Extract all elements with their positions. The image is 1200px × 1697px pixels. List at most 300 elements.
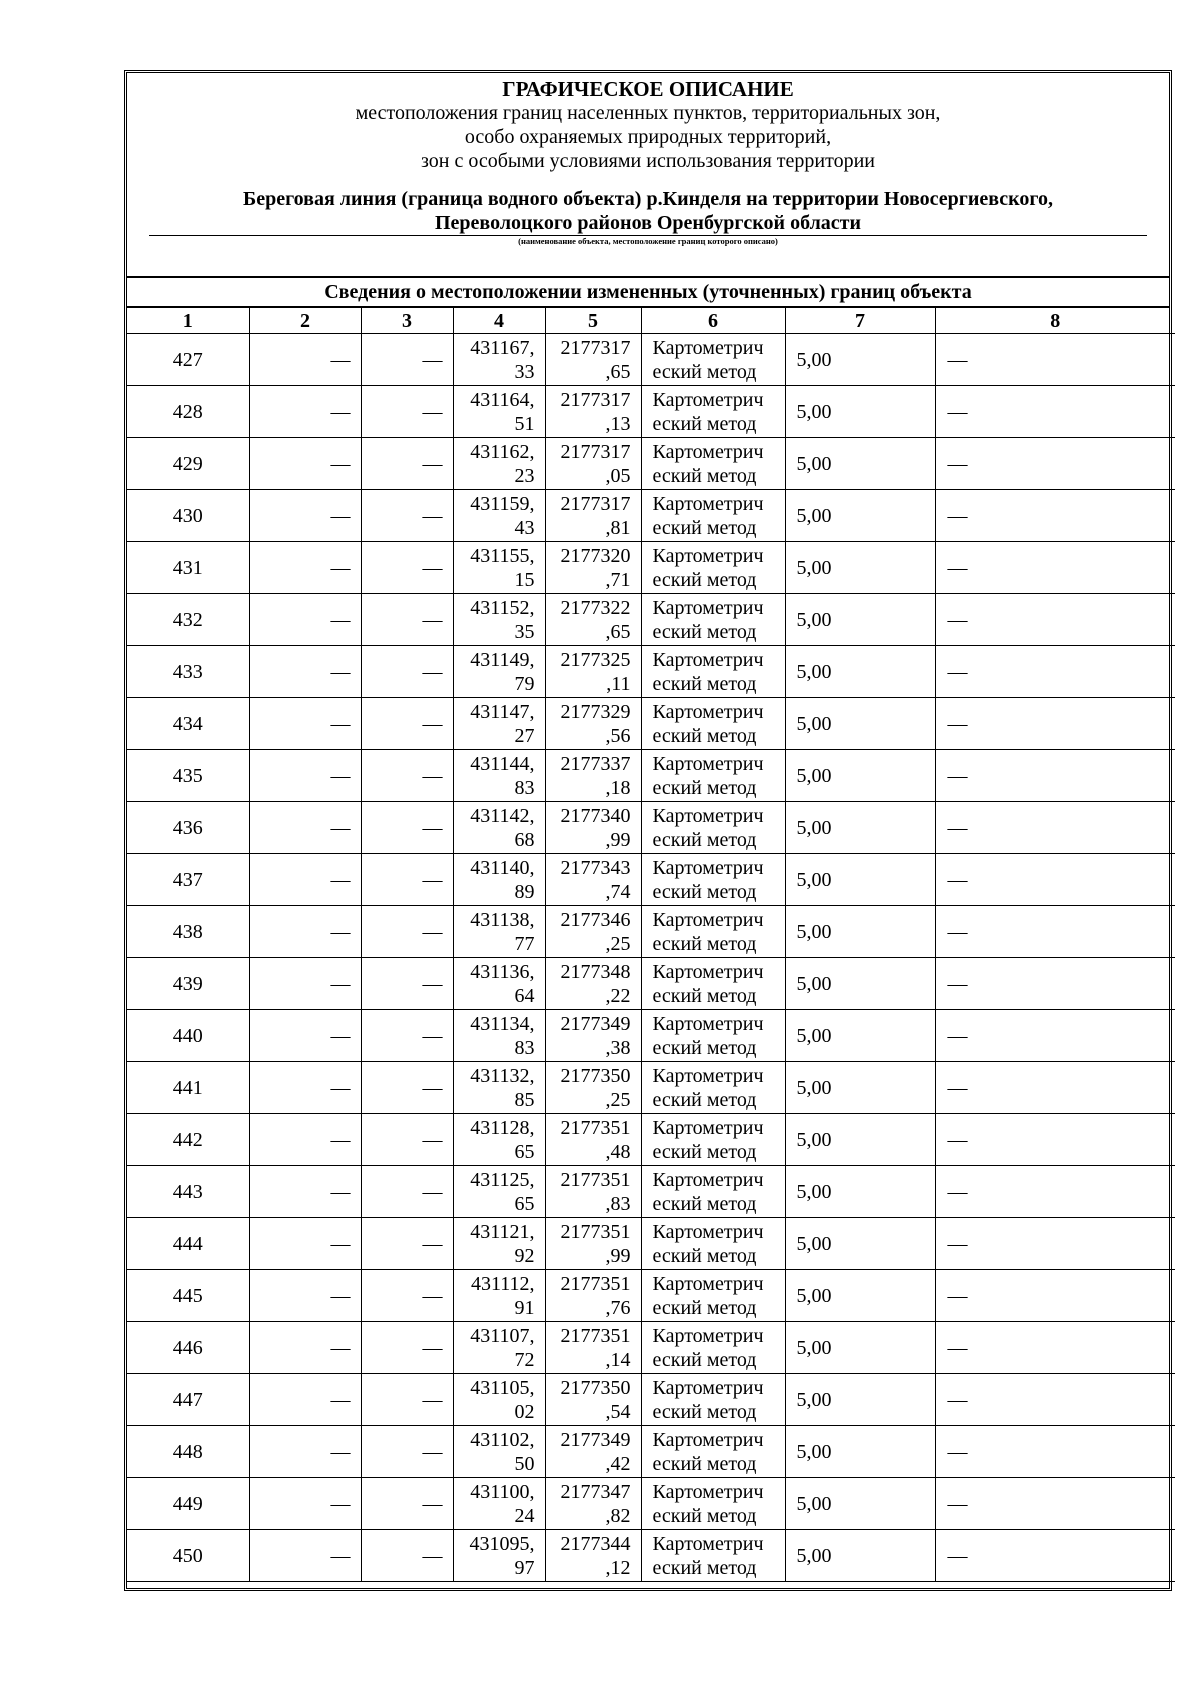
y-coordinate-part: 2177320 bbox=[560, 544, 631, 567]
method-part: еский метод bbox=[652, 1140, 757, 1163]
column-2-cell: — bbox=[249, 1530, 361, 1582]
object-note: (наименование объекта, местоположение границ которого описано) bbox=[518, 236, 778, 246]
accuracy-cell: 5,00 bbox=[785, 438, 935, 490]
y-coordinate-part: 2177351 bbox=[560, 1220, 631, 1243]
y-coordinate-part: ,99 bbox=[605, 1244, 631, 1267]
table-row bbox=[127, 698, 1175, 750]
x-coordinate-cell bbox=[453, 1530, 545, 1582]
x-coordinate-part: 431125, bbox=[470, 1168, 535, 1191]
accuracy-cell: 5,00 bbox=[785, 1114, 935, 1166]
column-8-cell: — bbox=[935, 1062, 1175, 1114]
column-3-cell: — bbox=[361, 438, 453, 490]
column-8-cell: — bbox=[935, 906, 1175, 958]
y-coordinate-cell bbox=[545, 1062, 641, 1114]
y-coordinate-part: 2177317 bbox=[560, 440, 631, 463]
column-2-cell: — bbox=[249, 1374, 361, 1426]
y-coordinate-part: 2177317 bbox=[560, 492, 631, 515]
y-coordinate-part: 2177337 bbox=[560, 752, 631, 775]
y-coordinate-cell bbox=[545, 490, 641, 542]
y-coordinate-part: ,42 bbox=[605, 1452, 631, 1475]
y-coordinate-part: 2177348 bbox=[560, 960, 631, 983]
x-coordinate-part: 431167, bbox=[470, 336, 535, 359]
point-number-cell: 434 bbox=[127, 698, 249, 750]
y-coordinate-cell bbox=[545, 1478, 641, 1530]
x-coordinate-part: 27 bbox=[514, 724, 535, 747]
x-coordinate-part: 83 bbox=[514, 776, 535, 799]
column-2-cell: — bbox=[249, 1062, 361, 1114]
y-coordinate-part: 2177350 bbox=[560, 1376, 631, 1399]
point-number-cell: 442 bbox=[127, 1114, 249, 1166]
column-3-cell: — bbox=[361, 750, 453, 802]
method-part: Картометрич bbox=[652, 1532, 764, 1555]
method-cell bbox=[641, 750, 785, 802]
column-3-cell: — bbox=[361, 1010, 453, 1062]
method-part: еский метод bbox=[652, 880, 757, 903]
point-number-cell: 438 bbox=[127, 906, 249, 958]
column-3-cell: — bbox=[361, 1374, 453, 1426]
y-coordinate-part: ,12 bbox=[605, 1556, 631, 1579]
y-coordinate-part: 2177349 bbox=[560, 1012, 631, 1035]
x-coordinate-part: 431144, bbox=[470, 752, 535, 775]
y-coordinate-part: ,82 bbox=[605, 1504, 631, 1527]
method-part: еский метод bbox=[652, 932, 757, 955]
table-row bbox=[127, 1114, 1175, 1166]
column-8-cell: — bbox=[935, 750, 1175, 802]
point-number-cell: 449 bbox=[127, 1478, 249, 1530]
column-3-cell: — bbox=[361, 1114, 453, 1166]
x-coordinate-cell bbox=[453, 750, 545, 802]
y-coordinate-part: 2177343 bbox=[560, 856, 631, 879]
x-coordinate-cell bbox=[453, 1322, 545, 1374]
column-2-cell: — bbox=[249, 386, 361, 438]
y-coordinate-part: 2177325 bbox=[560, 648, 631, 671]
x-coordinate-part: 23 bbox=[514, 464, 535, 487]
column-3-cell: — bbox=[361, 1478, 453, 1530]
method-part: Картометрич bbox=[652, 1324, 764, 1347]
x-coordinate-part: 68 bbox=[514, 828, 535, 851]
x-coordinate-part: 65 bbox=[514, 1140, 535, 1163]
accuracy-cell: 5,00 bbox=[785, 906, 935, 958]
method-cell bbox=[641, 854, 785, 906]
method-cell bbox=[641, 1530, 785, 1582]
column-header: 3 bbox=[361, 308, 453, 334]
method-cell bbox=[641, 386, 785, 438]
column-3-cell: — bbox=[361, 1062, 453, 1114]
column-header: 7 bbox=[785, 308, 935, 334]
y-coordinate-part: ,14 bbox=[605, 1348, 631, 1371]
column-2-cell: — bbox=[249, 1166, 361, 1218]
column-header: 6 bbox=[641, 308, 785, 334]
method-part: Картометрич bbox=[652, 1012, 764, 1035]
y-coordinate-part: 2177317 bbox=[560, 336, 631, 359]
accuracy-cell: 5,00 bbox=[785, 386, 935, 438]
table-row bbox=[127, 854, 1175, 906]
y-coordinate-part: ,76 bbox=[605, 1296, 631, 1319]
method-part: еский метод bbox=[652, 828, 757, 851]
column-2-cell: — bbox=[249, 698, 361, 750]
method-part: Картометрич bbox=[652, 856, 764, 879]
table-row bbox=[127, 646, 1175, 698]
x-coordinate-part: 431147, bbox=[470, 700, 535, 723]
y-coordinate-part: ,11 bbox=[606, 672, 631, 695]
method-part: Картометрич bbox=[652, 544, 764, 567]
x-coordinate-part: 431132, bbox=[470, 1064, 535, 1087]
column-8-cell: — bbox=[935, 854, 1175, 906]
point-number-cell: 450 bbox=[127, 1530, 249, 1582]
point-number-cell: 447 bbox=[127, 1374, 249, 1426]
accuracy-cell: 5,00 bbox=[785, 646, 935, 698]
method-part: Картометрич bbox=[652, 596, 764, 619]
x-coordinate-part: 431136, bbox=[470, 960, 535, 983]
x-coordinate-part: 431162, bbox=[470, 440, 535, 463]
column-2-cell: — bbox=[249, 854, 361, 906]
table-row bbox=[127, 594, 1175, 646]
subtitle-line-3: зон с особыми условиями использования территории bbox=[420, 150, 876, 172]
subtitle-line-2: особо охраняемых природных территорий, bbox=[464, 126, 832, 148]
accuracy-cell: 5,00 bbox=[785, 1062, 935, 1114]
method-cell bbox=[641, 1478, 785, 1530]
x-coordinate-cell bbox=[453, 1166, 545, 1218]
x-coordinate-part: 431107, bbox=[470, 1324, 535, 1347]
method-part: еский метод bbox=[652, 672, 757, 695]
method-part: еский метод bbox=[652, 984, 757, 1007]
accuracy-cell: 5,00 bbox=[785, 1322, 935, 1374]
x-coordinate-part: 431164, bbox=[470, 388, 535, 411]
method-part: Картометрич bbox=[652, 1428, 764, 1451]
x-coordinate-part: 431112, bbox=[470, 1272, 535, 1295]
y-coordinate-cell bbox=[545, 1218, 641, 1270]
method-part: Картометрич bbox=[652, 804, 764, 827]
method-part: Картометрич bbox=[652, 1116, 764, 1139]
y-coordinate-part: ,81 bbox=[605, 516, 631, 539]
point-number-cell: 435 bbox=[127, 750, 249, 802]
y-coordinate-part: 2177346 bbox=[560, 908, 631, 931]
x-coordinate-cell bbox=[453, 334, 545, 386]
method-cell bbox=[641, 1114, 785, 1166]
y-coordinate-part: ,54 bbox=[605, 1400, 631, 1423]
accuracy-cell: 5,00 bbox=[785, 490, 935, 542]
point-number-cell: 430 bbox=[127, 490, 249, 542]
method-part: еский метод bbox=[652, 1452, 757, 1475]
column-8-cell: — bbox=[935, 646, 1175, 698]
method-part: Картометрич bbox=[652, 440, 764, 463]
point-number-cell: 445 bbox=[127, 1270, 249, 1322]
y-coordinate-cell bbox=[545, 438, 641, 490]
method-part: еский метод bbox=[652, 1088, 757, 1111]
column-header: 4 bbox=[453, 308, 545, 334]
method-cell bbox=[641, 1010, 785, 1062]
x-coordinate-part: 431128, bbox=[470, 1116, 535, 1139]
y-coordinate-cell bbox=[545, 906, 641, 958]
column-8-cell: — bbox=[935, 1114, 1175, 1166]
x-coordinate-part: 431142, bbox=[470, 804, 535, 827]
method-cell bbox=[641, 490, 785, 542]
table-row bbox=[127, 542, 1175, 594]
x-coordinate-part: 79 bbox=[514, 672, 535, 695]
x-coordinate-cell bbox=[453, 386, 545, 438]
method-cell bbox=[641, 1270, 785, 1322]
column-3-cell: — bbox=[361, 958, 453, 1010]
accuracy-cell: 5,00 bbox=[785, 1530, 935, 1582]
column-3-cell: — bbox=[361, 386, 453, 438]
column-number-row bbox=[127, 308, 1175, 334]
column-8-cell: — bbox=[935, 1478, 1175, 1530]
y-coordinate-part: ,71 bbox=[605, 568, 631, 591]
y-coordinate-part: 2177344 bbox=[560, 1532, 631, 1555]
accuracy-cell: 5,00 bbox=[785, 750, 935, 802]
x-coordinate-part: 431155, bbox=[470, 544, 535, 567]
table-row bbox=[127, 750, 1175, 802]
y-coordinate-cell bbox=[545, 1010, 641, 1062]
column-2-cell: — bbox=[249, 802, 361, 854]
x-coordinate-cell bbox=[453, 490, 545, 542]
coordinates-table bbox=[127, 308, 1175, 1582]
point-number-cell: 432 bbox=[127, 594, 249, 646]
y-coordinate-part: ,05 bbox=[605, 464, 631, 487]
x-coordinate-part: 83 bbox=[514, 1036, 535, 1059]
method-part: еский метод bbox=[652, 360, 757, 383]
accuracy-cell: 5,00 bbox=[785, 1270, 935, 1322]
method-part: Картометрич bbox=[652, 908, 764, 931]
method-cell bbox=[641, 1062, 785, 1114]
x-coordinate-part: 65 bbox=[514, 1192, 535, 1215]
method-part: Картометрич bbox=[652, 752, 764, 775]
column-2-cell: — bbox=[249, 1426, 361, 1478]
column-2-cell: — bbox=[249, 438, 361, 490]
method-cell bbox=[641, 1426, 785, 1478]
accuracy-cell: 5,00 bbox=[785, 1374, 935, 1426]
x-coordinate-part: 50 bbox=[514, 1452, 535, 1475]
x-coordinate-part: 431095, bbox=[469, 1532, 535, 1555]
y-coordinate-part: ,48 bbox=[605, 1140, 631, 1163]
column-8-cell: — bbox=[935, 1322, 1175, 1374]
y-coordinate-cell bbox=[545, 750, 641, 802]
y-coordinate-cell bbox=[545, 1374, 641, 1426]
object-name-line-2: Переволоцкого районов Оренбургской области bbox=[434, 212, 862, 234]
x-coordinate-part: 431102, bbox=[470, 1428, 535, 1451]
x-coordinate-cell bbox=[453, 1426, 545, 1478]
document-title: ГРАФИЧЕСКОЕ ОПИСАНИЕ bbox=[502, 77, 794, 101]
method-part: еский метод bbox=[652, 1504, 757, 1527]
x-coordinate-part: 431140, bbox=[470, 856, 535, 879]
x-coordinate-cell bbox=[453, 1478, 545, 1530]
column-8-cell: — bbox=[935, 1426, 1175, 1478]
y-coordinate-part: ,25 bbox=[605, 1088, 631, 1111]
table-row bbox=[127, 1270, 1175, 1322]
accuracy-cell: 5,00 bbox=[785, 1010, 935, 1062]
point-number-cell: 446 bbox=[127, 1322, 249, 1374]
method-cell bbox=[641, 1218, 785, 1270]
column-2-cell: — bbox=[249, 1478, 361, 1530]
accuracy-cell: 5,00 bbox=[785, 1218, 935, 1270]
column-2-cell: — bbox=[249, 1114, 361, 1166]
x-coordinate-part: 77 bbox=[514, 932, 535, 955]
y-coordinate-cell bbox=[545, 334, 641, 386]
method-part: еский метод bbox=[652, 516, 757, 539]
y-coordinate-part: ,56 bbox=[605, 724, 631, 747]
method-cell bbox=[641, 1166, 785, 1218]
table-row bbox=[127, 1166, 1175, 1218]
y-coordinate-cell bbox=[545, 1322, 641, 1374]
x-coordinate-cell bbox=[453, 854, 545, 906]
table-row bbox=[127, 802, 1175, 854]
table-row bbox=[127, 1426, 1175, 1478]
column-3-cell: — bbox=[361, 1426, 453, 1478]
x-coordinate-cell bbox=[453, 438, 545, 490]
point-number-cell: 433 bbox=[127, 646, 249, 698]
y-coordinate-cell bbox=[545, 542, 641, 594]
method-part: еский метод bbox=[652, 724, 757, 747]
y-coordinate-cell bbox=[545, 1426, 641, 1478]
accuracy-cell: 5,00 bbox=[785, 958, 935, 1010]
column-8-cell: — bbox=[935, 386, 1175, 438]
y-coordinate-part: 2177350 bbox=[560, 1064, 631, 1087]
point-number-cell: 437 bbox=[127, 854, 249, 906]
x-coordinate-part: 24 bbox=[514, 1504, 535, 1527]
x-coordinate-part: 35 bbox=[514, 620, 535, 643]
y-coordinate-cell bbox=[545, 854, 641, 906]
column-3-cell: — bbox=[361, 594, 453, 646]
x-coordinate-part: 51 bbox=[514, 412, 535, 435]
method-part: еский метод bbox=[652, 1036, 757, 1059]
column-3-cell: — bbox=[361, 802, 453, 854]
object-name-line-1: Береговая линия (граница водного объекта) р.Кинделя на территории Новосергиевского, bbox=[243, 188, 1053, 210]
method-cell bbox=[641, 334, 785, 386]
method-part: еский метод bbox=[652, 1244, 757, 1267]
column-2-cell: — bbox=[249, 542, 361, 594]
method-part: Картометрич bbox=[652, 1272, 764, 1295]
y-coordinate-cell bbox=[545, 958, 641, 1010]
method-cell bbox=[641, 698, 785, 750]
point-number-cell: 441 bbox=[127, 1062, 249, 1114]
method-part: Картометрич bbox=[652, 1376, 764, 1399]
column-8-cell: — bbox=[935, 334, 1175, 386]
column-2-cell: — bbox=[249, 1270, 361, 1322]
method-cell bbox=[641, 1374, 785, 1426]
x-coordinate-cell bbox=[453, 802, 545, 854]
y-coordinate-part: 2177322 bbox=[560, 596, 631, 619]
column-2-cell: — bbox=[249, 490, 361, 542]
method-cell bbox=[641, 542, 785, 594]
column-3-cell: — bbox=[361, 1530, 453, 1582]
point-number-cell: 443 bbox=[127, 1166, 249, 1218]
table-row bbox=[127, 1374, 1175, 1426]
column-8-cell: — bbox=[935, 698, 1175, 750]
point-number-cell: 436 bbox=[127, 802, 249, 854]
column-2-cell: — bbox=[249, 334, 361, 386]
table-row bbox=[127, 1010, 1175, 1062]
x-coordinate-part: 431152, bbox=[470, 596, 535, 619]
method-part: Картометрич bbox=[652, 960, 764, 983]
x-coordinate-cell bbox=[453, 594, 545, 646]
y-coordinate-cell bbox=[545, 698, 641, 750]
y-coordinate-part: ,22 bbox=[605, 984, 631, 1007]
accuracy-cell: 5,00 bbox=[785, 698, 935, 750]
column-8-cell: — bbox=[935, 438, 1175, 490]
x-coordinate-cell bbox=[453, 1270, 545, 1322]
table-row bbox=[127, 1478, 1175, 1530]
column-3-cell: — bbox=[361, 490, 453, 542]
column-2-cell: — bbox=[249, 646, 361, 698]
method-part: Картометрич bbox=[652, 336, 764, 359]
column-3-cell: — bbox=[361, 1166, 453, 1218]
table-row bbox=[127, 1530, 1175, 1582]
x-coordinate-part: 431159, bbox=[470, 492, 535, 515]
y-coordinate-cell bbox=[545, 386, 641, 438]
method-cell bbox=[641, 958, 785, 1010]
point-number-cell: 427 bbox=[127, 334, 249, 386]
x-coordinate-part: 91 bbox=[514, 1296, 535, 1319]
table-body bbox=[127, 334, 1175, 1582]
x-coordinate-cell bbox=[453, 1114, 545, 1166]
column-3-cell: — bbox=[361, 1218, 453, 1270]
column-8-cell: — bbox=[935, 1218, 1175, 1270]
method-cell bbox=[641, 906, 785, 958]
x-coordinate-cell bbox=[453, 1062, 545, 1114]
point-number-cell: 440 bbox=[127, 1010, 249, 1062]
method-part: еский метод bbox=[652, 776, 757, 799]
point-number-cell: 429 bbox=[127, 438, 249, 490]
x-coordinate-cell bbox=[453, 1374, 545, 1426]
x-coordinate-part: 02 bbox=[514, 1400, 535, 1423]
document-frame bbox=[124, 70, 1172, 1591]
x-coordinate-part: 431134, bbox=[470, 1012, 535, 1035]
table-row bbox=[127, 1062, 1175, 1114]
column-8-cell: — bbox=[935, 1374, 1175, 1426]
method-cell bbox=[641, 1322, 785, 1374]
accuracy-cell: 5,00 bbox=[785, 1166, 935, 1218]
y-coordinate-cell bbox=[545, 1114, 641, 1166]
column-header: 2 bbox=[249, 308, 361, 334]
y-coordinate-cell bbox=[545, 646, 641, 698]
column-8-cell: — bbox=[935, 594, 1175, 646]
method-part: Картометрич bbox=[652, 1064, 764, 1087]
x-coordinate-cell bbox=[453, 958, 545, 1010]
subtitle-line-1: местоположения границ населенных пунктов, территориальных зон, bbox=[355, 102, 941, 124]
column-8-cell: — bbox=[935, 1530, 1175, 1582]
point-number-cell: 444 bbox=[127, 1218, 249, 1270]
column-header: 5 bbox=[545, 308, 641, 334]
section-title: Сведения о местоположении измененных (уточненных) границ объекта bbox=[127, 278, 1169, 308]
column-3-cell: — bbox=[361, 334, 453, 386]
x-coordinate-part: 431149, bbox=[470, 648, 535, 671]
y-coordinate-part: ,65 bbox=[605, 620, 631, 643]
y-coordinate-part: 2177351 bbox=[560, 1168, 631, 1191]
accuracy-cell: 5,00 bbox=[785, 802, 935, 854]
point-number-cell: 431 bbox=[127, 542, 249, 594]
column-2-cell: — bbox=[249, 906, 361, 958]
y-coordinate-part: 2177329 bbox=[560, 700, 631, 723]
y-coordinate-cell bbox=[545, 802, 641, 854]
y-coordinate-part: ,65 bbox=[605, 360, 631, 383]
column-2-cell: — bbox=[249, 594, 361, 646]
column-header: 1 bbox=[127, 308, 249, 334]
y-coordinate-part: 2177340 bbox=[560, 804, 631, 827]
x-coordinate-cell bbox=[453, 1010, 545, 1062]
y-coordinate-cell bbox=[545, 1166, 641, 1218]
point-number-cell: 448 bbox=[127, 1426, 249, 1478]
method-part: Картометрич bbox=[652, 1220, 764, 1243]
column-2-cell: — bbox=[249, 1218, 361, 1270]
x-coordinate-cell bbox=[453, 1218, 545, 1270]
x-coordinate-part: 72 bbox=[514, 1348, 535, 1371]
accuracy-cell: 5,00 bbox=[785, 1426, 935, 1478]
table-row bbox=[127, 334, 1175, 386]
document-header bbox=[127, 73, 1169, 278]
method-part: Картометрич bbox=[652, 1168, 764, 1191]
column-8-cell: — bbox=[935, 490, 1175, 542]
column-3-cell: — bbox=[361, 1270, 453, 1322]
